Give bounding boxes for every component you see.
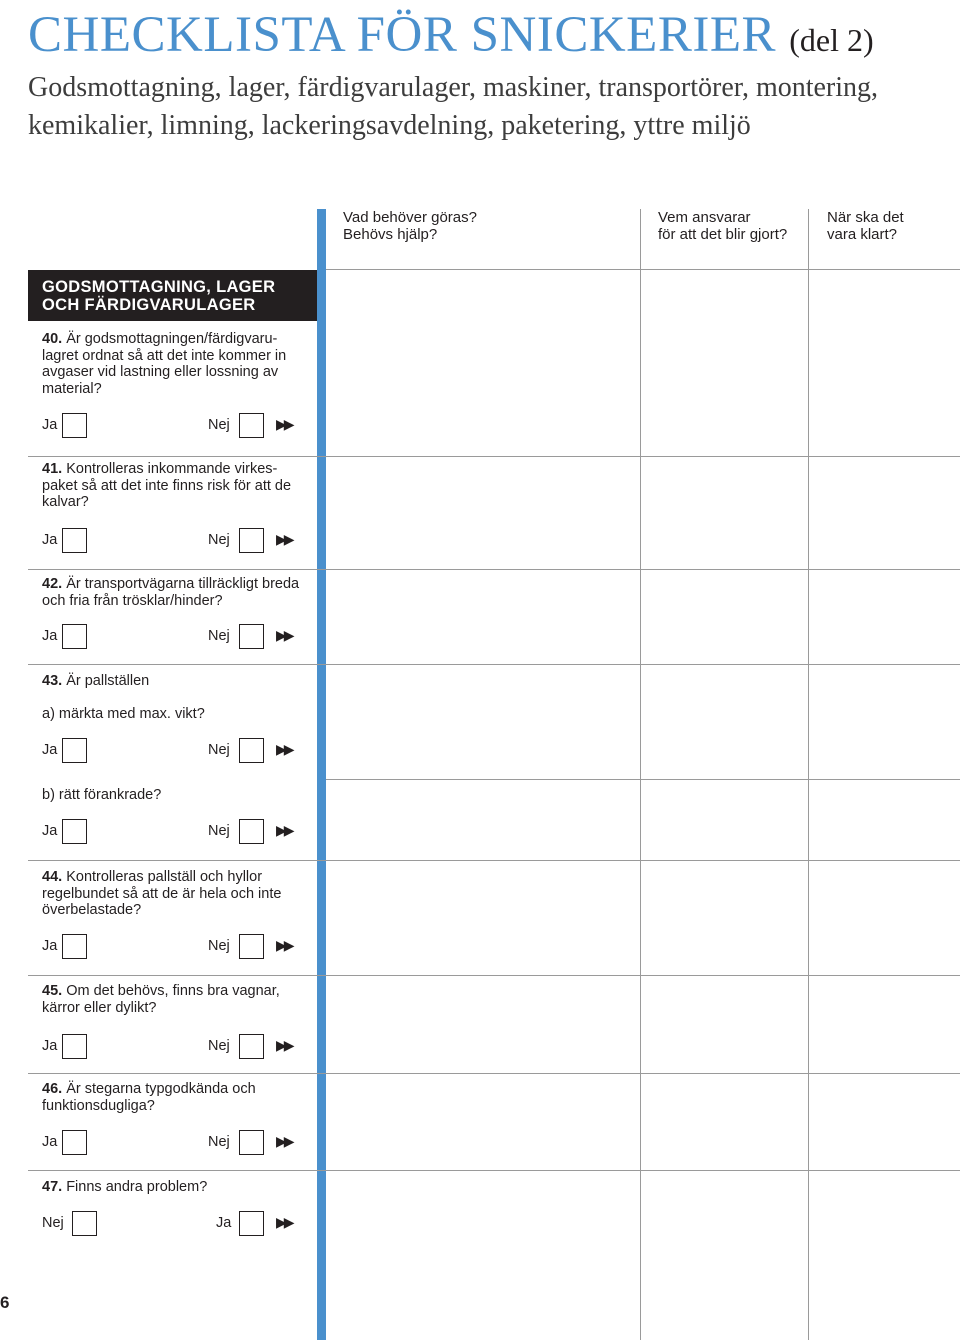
row-divider: [28, 1170, 960, 1171]
no-checkbox[interactable]: [239, 819, 264, 844]
column-header-who: Vem ansvarar för att det blir gjort?: [658, 209, 788, 243]
no-label: Nej: [208, 938, 230, 954]
part-label: (del 2): [789, 22, 874, 58]
forward-arrow-icon: ▶▶: [276, 1133, 292, 1149]
no-label: Nej: [208, 742, 230, 758]
no-checkbox[interactable]: [239, 624, 264, 649]
yes-checkbox[interactable]: [239, 1211, 264, 1236]
page-title: CHECKLISTA FÖR SNICKERIER (del 2): [28, 7, 874, 63]
row-divider: [28, 569, 960, 570]
no-checkbox[interactable]: [239, 1130, 264, 1155]
forward-arrow-icon: ▶▶: [276, 741, 292, 757]
answer-row-44: [42, 934, 307, 960]
question-41: 41. Kontrolleras inkommande virkes-paket så att det inte finns risk för att de kalvar?: [42, 461, 292, 510]
row-divider: [28, 1073, 960, 1074]
yes-checkbox[interactable]: [62, 1034, 87, 1059]
question-43b: b) rätt förankrade?: [42, 787, 162, 803]
column-header-what: Vad behöver göras? Behövs hjälp?: [343, 209, 477, 243]
no-checkbox[interactable]: [239, 528, 264, 553]
yes-checkbox[interactable]: [62, 528, 87, 553]
answer-row-46: [42, 1130, 307, 1156]
column-header-when: När ska det vara klart?: [827, 209, 904, 243]
title-block: [28, 8, 948, 145]
forward-arrow-icon: ▶▶: [276, 627, 292, 643]
no-label: Nej: [208, 1134, 230, 1150]
no-checkbox[interactable]: [239, 1034, 264, 1059]
yes-checkbox[interactable]: [62, 819, 87, 844]
section-header: GODSMOTTAGNING, LAGER OCH FÄRDIGVARULAGER: [28, 270, 317, 321]
yes-label: Ja: [42, 628, 58, 644]
no-label: Nej: [208, 532, 230, 548]
forward-arrow-icon: ▶▶: [276, 1037, 292, 1053]
yes-checkbox[interactable]: [62, 738, 87, 763]
yes-checkbox[interactable]: [62, 934, 87, 959]
question-40: 40. Är godsmottagningen/färdigvaru-lagret ordnat så att det inte kommer in avgaser vid lastning eller lossning av material?: [42, 331, 287, 397]
answer-row-47: [42, 1211, 307, 1237]
question-42: 42. Är transportvägarna tillräckligt breda och fria från trösklar/hinder?: [42, 576, 300, 609]
page-subtitle: Godsmottagning, lager, färdigvarulager, maskiner, transportörer, montering, kemikalier, limning, lackeringsavdelning, paketering, yttre miljö: [28, 72, 879, 141]
yes-label: Ja: [42, 742, 58, 758]
yes-label: Ja: [42, 417, 58, 433]
forward-arrow-icon: ▶▶: [276, 822, 292, 838]
answer-row-41: [42, 528, 307, 554]
no-label: Nej: [42, 1215, 64, 1231]
row-divider: [28, 456, 960, 457]
yes-label: Ja: [42, 823, 58, 839]
question-46: 46. Är stegarna typgodkända och funktionsdugliga?: [42, 1081, 256, 1114]
yes-label: Ja: [216, 1215, 232, 1231]
question-44: 44. Kontrolleras pallställ och hyllor regelbundet så att de är hela och inte överbelastade?: [42, 869, 282, 918]
no-label: Nej: [208, 1038, 230, 1054]
no-checkbox[interactable]: [239, 934, 264, 959]
question-45: 45. Om det behövs, finns bra vagnar, kärror eller dylikt?: [42, 983, 280, 1016]
question-43: 43. Är pallställen: [42, 673, 150, 689]
yes-label: Ja: [42, 1038, 58, 1054]
row-divider: [28, 975, 960, 976]
question-47: 47. Finns andra problem?: [42, 1179, 208, 1195]
no-label: Nej: [208, 417, 230, 433]
row-divider: [28, 860, 960, 861]
answer-row-43b: [42, 819, 307, 845]
yes-checkbox[interactable]: [62, 624, 87, 649]
forward-arrow-icon: ▶▶: [276, 531, 292, 547]
no-checkbox[interactable]: [239, 738, 264, 763]
yes-label: Ja: [42, 532, 58, 548]
no-label: Nej: [208, 823, 230, 839]
answer-row-45: [42, 1034, 307, 1060]
page-number: 6: [0, 1293, 10, 1312]
yes-label: Ja: [42, 938, 58, 954]
no-checkbox[interactable]: [72, 1211, 97, 1236]
forward-arrow-icon: ▶▶: [276, 416, 292, 432]
forward-arrow-icon: ▶▶: [276, 1214, 292, 1230]
yes-checkbox[interactable]: [62, 413, 87, 438]
yes-checkbox[interactable]: [62, 1130, 87, 1155]
row-divider: [326, 779, 960, 780]
answer-row-40: [42, 413, 307, 439]
question-43a: a) märkta med max. vikt?: [42, 706, 205, 722]
yes-label: Ja: [42, 1134, 58, 1150]
no-label: Nej: [208, 628, 230, 644]
row-divider: [28, 664, 960, 665]
answer-row-42: [42, 624, 307, 650]
answer-row-43a: [42, 738, 307, 764]
row-divider: [326, 269, 960, 270]
no-checkbox[interactable]: [239, 413, 264, 438]
forward-arrow-icon: ▶▶: [276, 937, 292, 953]
